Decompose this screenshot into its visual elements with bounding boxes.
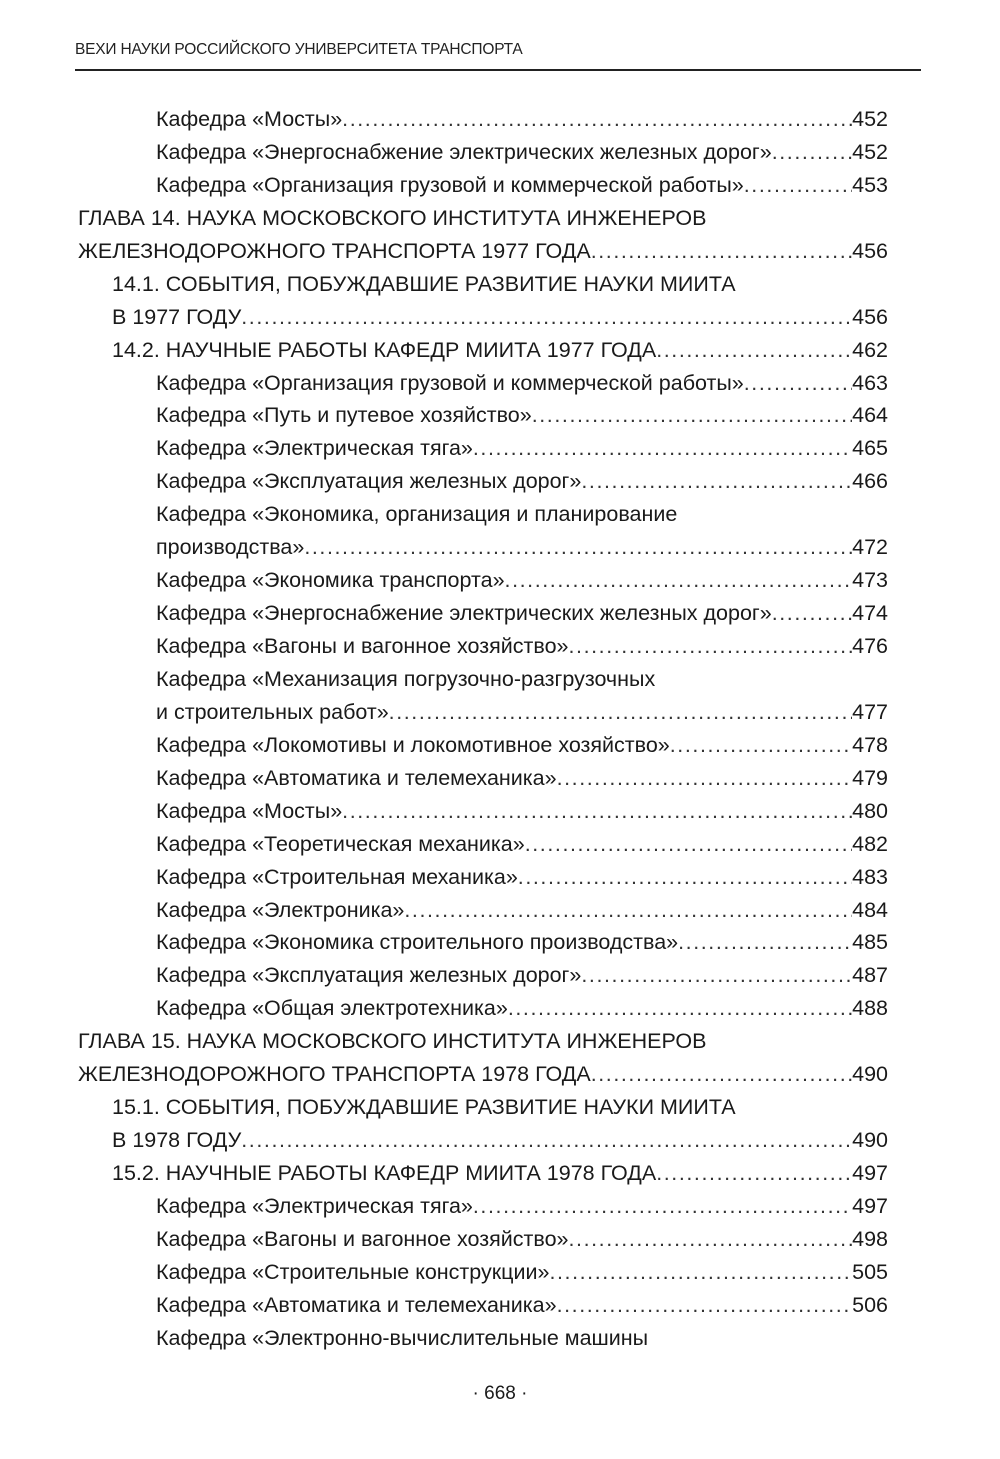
toc-entry-page: 498 bbox=[852, 1226, 888, 1251]
toc-entry-page: 456 bbox=[852, 238, 888, 263]
toc-entry-page: 452 bbox=[852, 139, 888, 164]
toc-entry-title: Кафедра «Теоретическая механика» bbox=[156, 831, 525, 856]
toc-entry-title: Кафедра «Мосты» bbox=[156, 798, 343, 823]
dot-leader bbox=[581, 959, 852, 992]
toc-entry-title: Кафедра «Электрическая тяга» bbox=[156, 1193, 473, 1218]
toc-entry-title: ЖЕЛЕЗНОДОРОЖНОГО ТРАНСПОРТА 1977 ГОДА bbox=[78, 238, 591, 263]
toc-entry-title: производства» bbox=[156, 535, 305, 560]
toc-entry-title: ГЛАВА 15. НАУКА МОСКОВСКОГО ИНСТИТУТА ИНЖЕНЕРОВ bbox=[78, 1029, 707, 1054]
toc-entry-title: 15.1. СОБЫТИЯ, ПОБУЖДАВШИЕ РАЗВИТИЕ НАУКИ МИИТА bbox=[112, 1095, 736, 1120]
toc-entry-title: Кафедра «Механизация погрузочно-разгрузочных bbox=[156, 666, 656, 691]
toc-entry-title: Кафедра «Автоматика и телемеханика» bbox=[156, 1292, 557, 1317]
toc-entry bbox=[0, 663, 1000, 696]
toc-entry-title: 14.2. НАУЧНЫЕ РАБОТЫ КАФЕДР МИИТА 1977 ГОДА bbox=[112, 337, 657, 362]
toc-entry-page: 452 bbox=[852, 107, 888, 131]
toc-entry-title: Кафедра «Организация грузовой и коммерческой работы» bbox=[156, 370, 744, 395]
dot-leader bbox=[557, 1289, 853, 1322]
dot-leader bbox=[389, 696, 852, 729]
toc-entry bbox=[0, 1058, 1000, 1091]
toc-entry-page: 490 bbox=[852, 1128, 888, 1153]
dot-leader bbox=[744, 169, 852, 202]
toc-entry-title: Кафедра «Мосты» bbox=[156, 107, 343, 131]
toc-entry bbox=[0, 202, 1000, 235]
dot-leader bbox=[304, 531, 852, 564]
toc-entry-page: 474 bbox=[852, 601, 888, 626]
toc-entry bbox=[0, 564, 1000, 597]
toc-entry-page: 478 bbox=[852, 732, 888, 757]
toc-entry-title: 15.2. НАУЧНЫЕ РАБОТЫ КАФЕДР МИИТА 1978 ГОДА bbox=[112, 1161, 657, 1185]
toc-entry-title: и строительных работ» bbox=[156, 699, 389, 724]
toc-entry-page: 464 bbox=[852, 403, 888, 428]
toc-entry bbox=[0, 334, 1000, 367]
toc-entry bbox=[0, 367, 1000, 400]
dot-leader bbox=[591, 235, 852, 268]
toc-entry-page: 497 bbox=[852, 1161, 888, 1185]
toc-entry-page: 505 bbox=[852, 1259, 888, 1284]
toc-entry bbox=[0, 597, 1000, 630]
toc-entry bbox=[0, 1157, 1000, 1190]
dot-leader bbox=[342, 103, 852, 136]
toc-entry bbox=[0, 1322, 1000, 1355]
toc-entry-page: 480 bbox=[852, 798, 888, 823]
toc-entry bbox=[0, 531, 1000, 564]
toc-entry-page: 482 bbox=[852, 831, 888, 856]
dot-leader bbox=[241, 1124, 852, 1157]
dot-leader bbox=[525, 828, 852, 861]
dot-leader bbox=[342, 795, 852, 828]
toc-entry bbox=[0, 1025, 1000, 1058]
toc-entry-title: Кафедра «Строительные конструкции» bbox=[156, 1259, 550, 1284]
toc-entry-title: Кафедра «Локомотивы и локомотивное хозяйство» bbox=[156, 732, 670, 757]
toc-entry bbox=[0, 1256, 1000, 1289]
toc-entry-page: 483 bbox=[852, 864, 888, 889]
toc-entry-title: ЖЕЛЕЗНОДОРОЖНОГО ТРАНСПОРТА 1978 ГОДА bbox=[78, 1062, 591, 1087]
dot-leader bbox=[568, 630, 852, 663]
toc-entry bbox=[0, 301, 1000, 334]
dot-leader bbox=[532, 399, 852, 432]
toc-entry-title: Кафедра «Экономика строительного производства» bbox=[156, 930, 679, 955]
toc-entry-page: 488 bbox=[852, 996, 888, 1021]
toc-entry-title: Кафедра «Электроника» bbox=[156, 897, 405, 922]
toc-entry-page: 487 bbox=[852, 963, 888, 988]
toc-entry-title: Кафедра «Организация грузовой и коммерческой работы» bbox=[156, 172, 744, 197]
toc-entry-title: ГЛАВА 14. НАУКА МОСКОВСКОГО ИНСТИТУТА ИНЖЕНЕРОВ bbox=[78, 205, 707, 230]
toc-entry-page: 479 bbox=[852, 765, 888, 790]
toc-entry-page: 506 bbox=[852, 1292, 888, 1317]
toc-entry-page: 456 bbox=[852, 304, 888, 329]
toc-entry-title: Кафедра «Строительная механика» bbox=[156, 864, 518, 889]
toc-entry-title: Кафедра «Электронно-вычислительные машины bbox=[156, 1325, 649, 1350]
toc-entry-page: 485 bbox=[852, 930, 888, 955]
toc-entry bbox=[0, 1289, 1000, 1322]
dot-leader bbox=[404, 894, 852, 927]
toc-entry bbox=[0, 894, 1000, 927]
toc-entry bbox=[0, 828, 1000, 861]
dot-leader bbox=[670, 729, 852, 762]
toc-entry-page: 484 bbox=[852, 897, 888, 922]
toc-entry bbox=[0, 235, 1000, 268]
dot-leader bbox=[549, 1256, 852, 1289]
dot-leader bbox=[518, 861, 852, 894]
toc-entry bbox=[0, 169, 1000, 202]
toc-entry-title: Кафедра «Эксплуатация железных дорог» bbox=[156, 469, 582, 494]
toc-entry-page: 476 bbox=[852, 634, 888, 658]
toc-entry-title: В 1977 ГОДУ bbox=[112, 304, 242, 329]
dot-leader bbox=[772, 597, 852, 630]
dot-leader bbox=[744, 367, 852, 400]
toc-entry bbox=[0, 498, 1000, 531]
toc-entry-title: Кафедра «Автоматика и телемеханика» bbox=[156, 765, 557, 790]
toc-entry-title: Кафедра «Общая электротехника» bbox=[156, 996, 508, 1021]
toc-entry bbox=[0, 268, 1000, 301]
toc-entry bbox=[0, 861, 1000, 894]
header-rule bbox=[75, 69, 921, 71]
dot-leader bbox=[656, 334, 852, 367]
table-of-contents bbox=[0, 103, 1000, 1355]
toc-entry-page: 477 bbox=[852, 699, 888, 724]
toc-entry-page: 473 bbox=[852, 568, 888, 593]
toc-entry bbox=[0, 630, 1000, 663]
dot-leader bbox=[568, 1223, 852, 1256]
toc-entry-title: В 1978 ГОДУ bbox=[112, 1128, 242, 1153]
toc-entry bbox=[0, 696, 1000, 729]
toc-entry-title: Кафедра «Вагоны и вагонное хозяйство» bbox=[156, 634, 569, 658]
dot-leader bbox=[591, 1058, 852, 1091]
toc-entry-page: 463 bbox=[852, 370, 888, 395]
toc-entry bbox=[0, 1190, 1000, 1223]
toc-entry-page: 465 bbox=[852, 436, 888, 461]
dot-leader bbox=[557, 762, 853, 795]
dot-leader bbox=[508, 992, 852, 1025]
toc-entry bbox=[0, 926, 1000, 959]
toc-entry bbox=[0, 762, 1000, 795]
toc-entry-title: Кафедра «Энергоснабжение электрических железных дорог» bbox=[156, 601, 772, 626]
toc-entry bbox=[0, 1223, 1000, 1256]
toc-entry bbox=[0, 432, 1000, 465]
dot-leader bbox=[473, 1190, 852, 1223]
toc-entry-title: Кафедра «Электрическая тяга» bbox=[156, 436, 473, 461]
page-number: · 668 · bbox=[472, 1383, 528, 1404]
toc-entry-title: Кафедра «Эксплуатация железных дорог» bbox=[156, 963, 582, 988]
toc-entry-title: Кафедра «Энергоснабжение электрических железных дорог» bbox=[156, 139, 772, 164]
toc-entry bbox=[0, 795, 1000, 828]
dot-leader bbox=[473, 432, 852, 465]
toc-entry-title: Кафедра «Экономика, организация и планирование bbox=[156, 502, 678, 527]
toc-entry-title: Кафедра «Путь и путевое хозяйство» bbox=[156, 403, 532, 428]
toc-entry-title: Кафедра «Вагоны и вагонное хозяйство» bbox=[156, 1226, 569, 1251]
toc-entry bbox=[0, 959, 1000, 992]
toc-entry bbox=[0, 465, 1000, 498]
dot-leader bbox=[241, 301, 852, 334]
toc-entry-page: 497 bbox=[852, 1193, 888, 1218]
toc-entry bbox=[0, 992, 1000, 1025]
toc-entry bbox=[0, 399, 1000, 432]
dot-leader bbox=[772, 136, 852, 169]
toc-entry bbox=[0, 1124, 1000, 1157]
dot-leader bbox=[505, 564, 853, 597]
toc-entry-title: 14.1. СОБЫТИЯ, ПОБУЖДАВШИЕ РАЗВИТИЕ НАУКИ МИИТА bbox=[112, 271, 736, 296]
toc-entry-page: 490 bbox=[852, 1062, 888, 1087]
running-head: ВЕХИ НАУКИ РОССИЙСКОГО УНИВЕРСИТЕТА ТРАНСПОРТА bbox=[75, 41, 523, 58]
dot-leader bbox=[581, 465, 852, 498]
toc-entry-page: 453 bbox=[852, 172, 888, 197]
dot-leader bbox=[656, 1157, 852, 1190]
toc-entry-page: 466 bbox=[852, 469, 888, 494]
dot-leader bbox=[678, 926, 852, 959]
toc-entry-page: 472 bbox=[852, 535, 888, 560]
toc-entry bbox=[0, 729, 1000, 762]
toc-entry bbox=[0, 103, 1000, 136]
toc-entry bbox=[0, 1091, 1000, 1124]
toc-entry bbox=[0, 136, 1000, 169]
toc-entry-title: Кафедра «Экономика транспорта» bbox=[156, 568, 505, 593]
toc-entry-page: 462 bbox=[852, 337, 888, 362]
